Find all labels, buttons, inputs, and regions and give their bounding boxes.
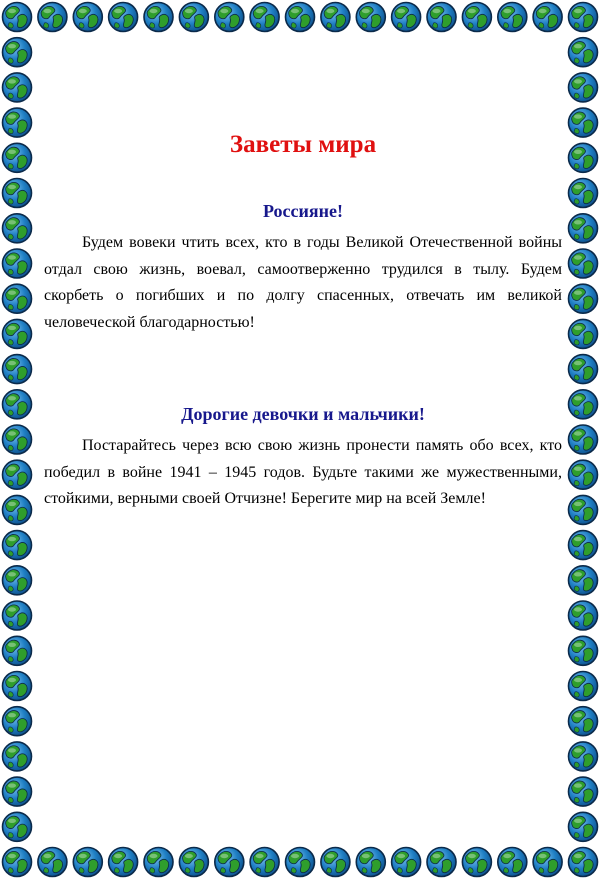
globe-icon: [3, 179, 32, 208]
globe-icon: [392, 3, 421, 32]
globe-icon: [3, 777, 32, 806]
globe-icon: [3, 355, 32, 384]
globe-icon: [569, 742, 598, 771]
globe-icon: [392, 848, 421, 877]
paragraph-children: Постарайтесь через всю свою жизнь пронести память обо всех, кто победил в войне 1941 – 1945 годов. Будьте такими же мужественными, стойкими, верными своей Отчизне! Берегите мир на всей Земле!: [44, 437, 562, 507]
globe-icon: [569, 108, 598, 137]
globe-icon: [38, 848, 67, 877]
globe-icon: [356, 848, 385, 877]
globe-icon: [3, 319, 32, 348]
globe-icon: [569, 73, 598, 102]
globe-icon: [569, 812, 598, 841]
globe-icon: [250, 848, 279, 877]
globe-icon: [569, 143, 598, 172]
globe-icon: [569, 3, 598, 32]
globe-icon: [3, 38, 32, 67]
globe-icon: [462, 848, 491, 877]
globe-icon: [427, 3, 456, 32]
globe-icon: [533, 848, 562, 877]
globe-icon: [3, 531, 32, 560]
globe-icon: [286, 3, 315, 32]
globe-icon: [569, 531, 598, 560]
globe-icon: [250, 3, 279, 32]
document-title: Заветы мира: [229, 131, 377, 158]
globe-icon: [569, 319, 598, 348]
globe-icon: [3, 601, 32, 630]
globe-icon: [462, 3, 491, 32]
globe-icon: [569, 390, 598, 419]
globe-icon: [569, 214, 598, 243]
globe-icon: [3, 249, 32, 278]
globe-icon: [3, 812, 32, 841]
globe-icon: [215, 3, 244, 32]
globe-icon: [3, 73, 32, 102]
globe-icon: [569, 495, 598, 524]
globe-icon: [569, 425, 598, 454]
globe-icon: [3, 425, 32, 454]
globe-icon: [3, 460, 32, 489]
globe-icon: [144, 848, 173, 877]
document-page: [44, 44, 562, 836]
globe-icon: [569, 249, 598, 278]
globe-icon: [3, 108, 32, 137]
globe-icon: [109, 3, 138, 32]
globe-icon: [533, 3, 562, 32]
globe-icon: [3, 214, 32, 243]
globe-icon: [38, 3, 67, 32]
globe-icon: [569, 460, 598, 489]
globe-icon: [179, 3, 208, 32]
globe-icon: [3, 3, 32, 32]
globe-icon: [3, 566, 32, 595]
globe-icon: [3, 284, 32, 313]
globe-icon: [321, 3, 350, 32]
globe-icon: [3, 636, 32, 665]
globe-icon: [215, 848, 244, 877]
globe-icon: [569, 566, 598, 595]
globe-icon: [569, 284, 598, 313]
globe-icon: [3, 707, 32, 736]
globe-icon: [569, 672, 598, 701]
globe-icon: [569, 848, 598, 877]
globe-icon: [3, 495, 32, 524]
globe-icon: [109, 848, 138, 877]
globe-icon: [498, 3, 527, 32]
paragraph-russians: Будем вовеки чтить всех, кто в годы Великой Отечественной войны отдал свою жизнь, воевал, самоотверженно трудился в тылу. Будем скорбеть о погибших и по долгу спасенных, отвечать им великой человеческой благодарностью!: [44, 234, 562, 331]
globe-icon: [3, 848, 32, 877]
globe-icon: [498, 848, 527, 877]
globe-icon: [3, 390, 32, 419]
globe-icon: [144, 3, 173, 32]
section-heading-children: Дорогие девочки и мальчики!: [181, 404, 425, 424]
section-heading-russians: Россияне!: [263, 201, 343, 221]
globe-icon: [569, 707, 598, 736]
globe-icon: [569, 38, 598, 67]
globe-icon: [321, 848, 350, 877]
globe-icon: [569, 636, 598, 665]
globe-icon: [3, 143, 32, 172]
globe-icon: [569, 179, 598, 208]
globe-icon: [73, 848, 102, 877]
globe-icon: [569, 601, 598, 630]
globe-icon: [569, 355, 598, 384]
globe-icon: [569, 777, 598, 806]
globe-icon: [179, 848, 208, 877]
globe-icon: [3, 742, 32, 771]
globe-icon: [3, 672, 32, 701]
globe-icon: [73, 3, 102, 32]
globe-icon: [286, 848, 315, 877]
globe-icon: [356, 3, 385, 32]
globe-icon: [427, 848, 456, 877]
